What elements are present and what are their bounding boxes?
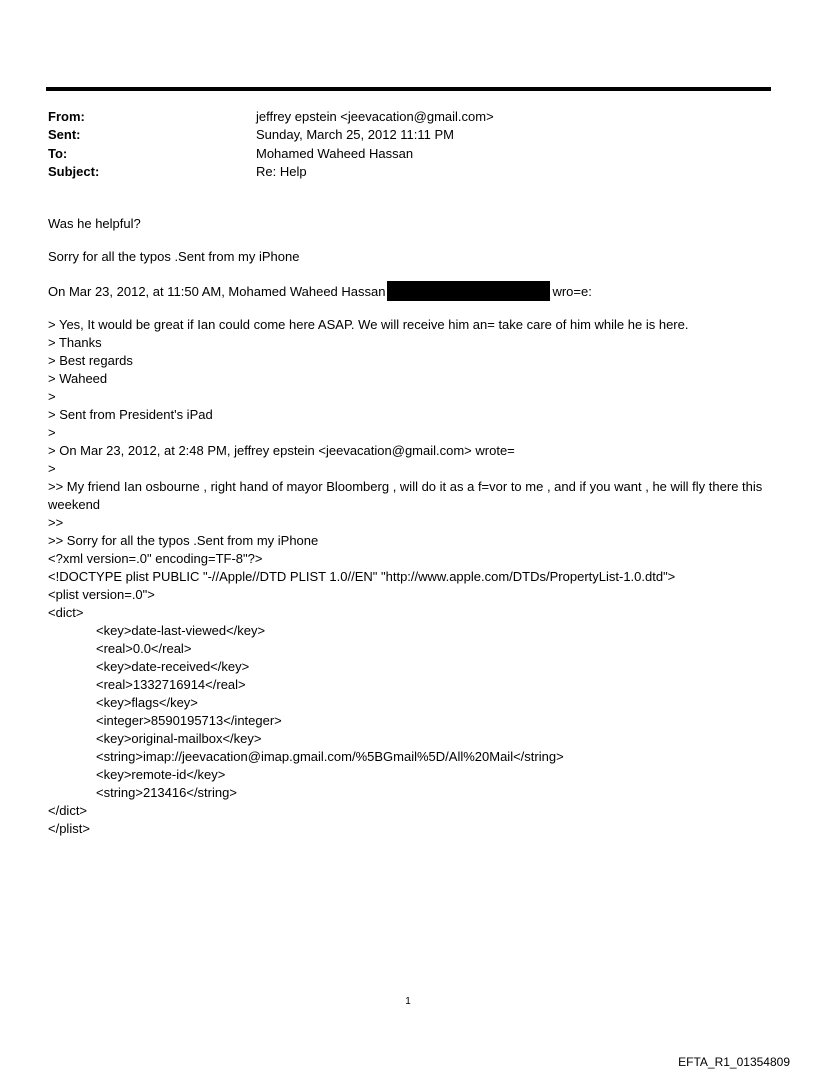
body-paragraph: Sorry for all the typos .Sent from my iPhone [48,249,300,264]
quoted-line: >> Sorry for all the typos .Sent from my iPhone [48,533,319,548]
quoted-line: > Best regards [48,353,133,368]
plist-entry: <string>imap://jeevacation@imap.gmail.com/%5BGmail%5D/All%20Mail</string> [96,749,564,764]
subject-label: Subject: [48,163,100,179]
from-row [48,108,494,126]
subject-row [48,163,494,181]
quoted-line: >> My friend Ian osbourne , right hand of mayor Bloomberg , will do it as a f=vor to me , and if you want , he will fly there this weekend [48,479,766,512]
subject-value: Re: Help [256,163,307,179]
quoted-line: > On Mar 23, 2012, at 2:48 PM, jeffrey epstein <jeevacation@gmail.com> wrote= [48,443,515,458]
plist-entry: <key>original-mailbox</key> [96,731,262,746]
plist-entry: <key>date-last-viewed</key> [96,623,266,638]
quoted-line: > [48,425,56,440]
plist-entry: <key>date-received</key> [96,659,250,674]
quote-intro-suffix: wro=e: [552,284,592,299]
quote-intro-text: On Mar 23, 2012, at 11:50 AM, Mohamed Waheed Hassan [48,284,386,299]
plist-entry: <string>213416</string> [96,785,237,800]
plist-entry: <real>0.0</real> [96,641,192,656]
body-paragraph: Was he helpful? [48,216,141,231]
to-label: To: [48,145,68,161]
quote-intro [48,281,773,301]
plist-entry: <integer>8590195713</integer> [96,713,282,728]
bates-number: EFTA_R1_01354809 [678,1055,790,1069]
plist-line: </dict> [48,803,88,818]
quoted-line: >> [48,515,64,530]
to-row [48,145,494,163]
quoted-line: > Waheed [48,371,108,386]
page-number: 1 [405,996,411,1007]
redaction-box [387,281,550,301]
plist-line: <!DOCTYPE plist PUBLIC "-//Apple//DTD PLIST 1.0//EN" "http://www.apple.com/DTDs/PropertyList-1.0.dtd"> [48,569,676,584]
sent-value: Sunday, March 25, 2012 11:11 PM [256,127,455,143]
quoted-line: > Yes, It would be great if Ian could come here ASAP. We will receive him an= take care of him while he is here. [48,317,689,332]
plist-line: <plist version=.0"> [48,587,155,602]
quoted-line: > [48,389,56,404]
plist-line: </plist> [48,821,90,836]
header-rule [46,87,771,91]
sent-row [48,126,494,144]
quoted-line: > Sent from President's iPad [48,407,213,422]
email-header [48,108,494,181]
from-label: From: [48,109,85,124]
plist-entry: <key>remote-id</key> [96,767,226,782]
plist-line: <dict> [48,605,84,620]
plist-line: <?xml version=.0" encoding=TF-8"?> [48,551,263,566]
email-body [48,215,773,838]
sent-label: Sent: [48,127,81,143]
quoted-line: > Thanks [48,335,102,350]
to-value: Mohamed Waheed Hassan [256,145,414,161]
quoted-lines [48,316,773,622]
plist-entry: <real>1332716914</real> [96,677,246,692]
plist-entry: <key>flags</key> [96,695,198,710]
quoted-line: > [48,461,56,476]
plist-dict [48,622,773,802]
from-value: jeffrey epstein <jeevacation@gmail.com> [256,109,494,124]
